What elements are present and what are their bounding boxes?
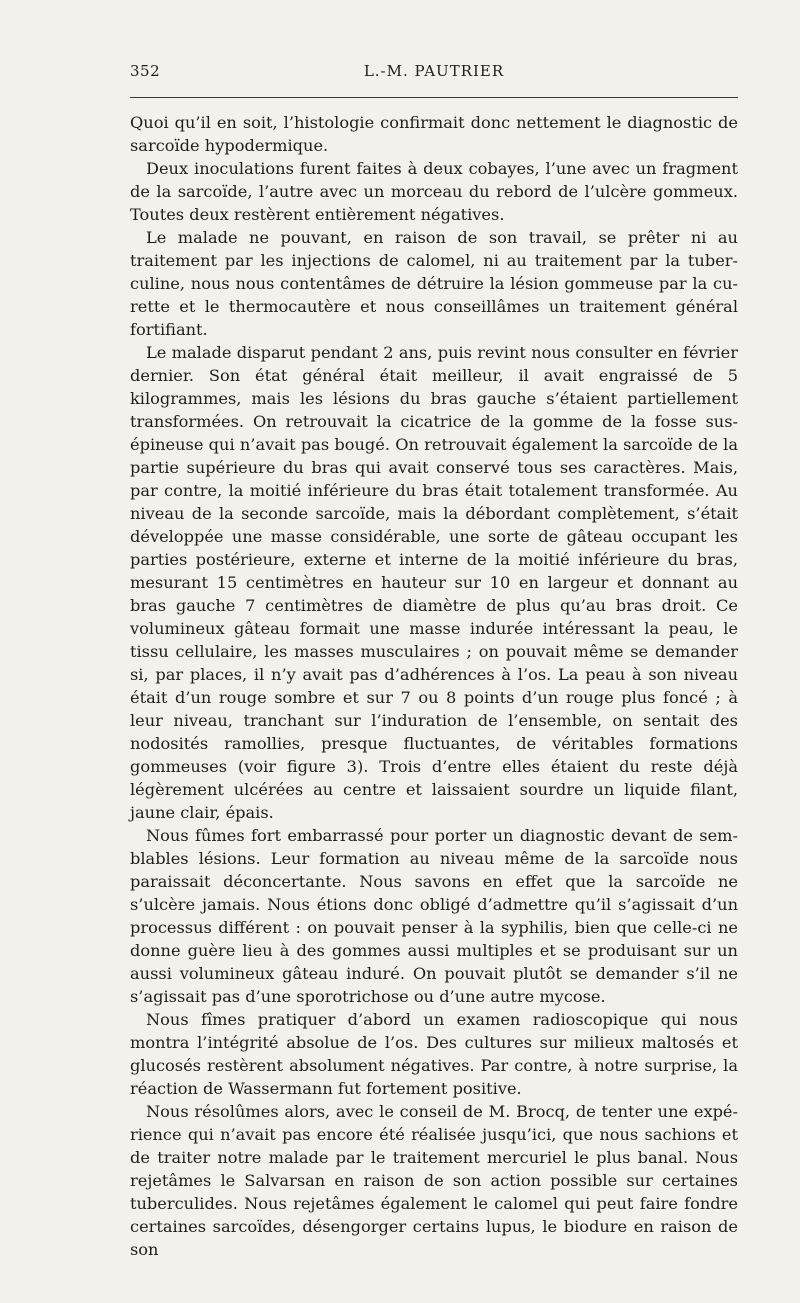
paragraph: Nous fûmes fort embarrassé pour porter un diagnostic devant de semblables lésions. Leur formation au niveau même de la sarcoïde nous paraissait déconcertante. Nous savons en effet que la sarcoïde ne s’ulcère jamais. Nous étions donc obligé d’admettre qu’il s’agissait d’un processus différent : on pouvait penser à la syphilis, bien que celle-ci ne donne guère lieu à des gommes aussi multiples et se produisant sur un aussi volumineux gâteau induré. On pouvait plutôt se demander s’il ne s’agissait pas d’une sporotrichose ou d’une autre mycose. bbox=[130, 826, 738, 1006]
body-text bbox=[130, 111, 738, 1261]
page-header bbox=[130, 62, 738, 86]
paragraph: Deux inoculations furent faites à deux cobayes, l’une avec un fragment de la sarcoïde, l’autre avec un morceau du rebord de l’ulcère gommeux. Toutes deux restèrent entièrement négatives. bbox=[130, 159, 738, 224]
paragraph: Nous résolûmes alors, avec le conseil de M. Brocq, de tenter une expérience qui n’avait pas encore été réalisée jusqu’ici, que nous sachions et de traiter notre malade par le traitement mercuriel le plus banal. Nous rejetâmes le Salvarsan en raison de son action possible sur certaines tuberculides. Nous rejetâmes également le calomel qui peut faire fondre certaines sarcoïdes, désengorger certains lupus, le biodure en raison de son bbox=[130, 1102, 738, 1259]
header-rule bbox=[130, 97, 738, 98]
paragraph: Nous fîmes pratiquer d’abord un examen radioscopique qui nous montra l’intégrité absolue de l’os. Des cultures sur milieux maltosés et glucosés restèrent absolument négatives. Par contre, à notre surprise, la réaction de Wassermann fut fortement positive. bbox=[130, 1010, 738, 1098]
paragraph: Quoi qu’il en soit, l’histologie confirmait donc nettement le diagnostic de sarcoïde hypodermique. bbox=[130, 113, 738, 155]
page-number: 352 bbox=[130, 62, 161, 80]
paragraph: Le malade disparut pendant 2 ans, puis revint nous consulter en février dernier. Son état général était meilleur, il avait engraissé de 5 kilogrammes, mais les lésions du bras gauche s’étaient partiellement transformées. On retrouvait la cicatrice de la gomme de la fosse sus-épineuse qui n’avait pas bougé. On retrouvait également la sarcoïde de la partie supérieure du bras qui avait conservé tous ses caractères. Mais, par contre, la moitié inférieure du bras était totalement transformée. Au niveau de la seconde sarcoïde, mais la débordant complètement, s’était développée une masse considérable, une sorte de gâteau occupant les parties postérieure, externe et interne de la moitié inférieure du bras, mesurant 15 centimètres en hauteur sur 10 en largeur et donnant au bras gauche 7 centimètres de diamètre de plus qu’au bras droit. Ce volumineux gâteau formait une masse indurée intéressant la peau, le tissu cellulaire, les masses musculaires ; on pouvait même se demander si, par places, il n’y avait pas d’adhérences à l’os. La peau à son niveau était d’un rouge sombre et sur 7 ou 8 points d’un rouge plus foncé ; à leur niveau, tranchant sur l’induration de l’ensemble, on sentait des nodosités ramollies, presque fluctuantes, de véritables formations gommeuses (voir figure 3). Trois d’entre elles étaient du reste déjà légèrement ulcérées au centre et laissaient sourdre un liquide filant, jaune clair, épais. bbox=[130, 343, 738, 822]
running-head: L.-M. PAUTRIER bbox=[363, 62, 505, 80]
paragraph: Le malade ne pouvant, en raison de son travail, se prêter ni au traitement par les injections de calomel, ni au traitement par la tuberculine, nous nous contentâmes de détruire la lésion gommeuse par la curette et le thermocautère et nous conseillâmes un traitement général fortifiant. bbox=[130, 228, 738, 339]
